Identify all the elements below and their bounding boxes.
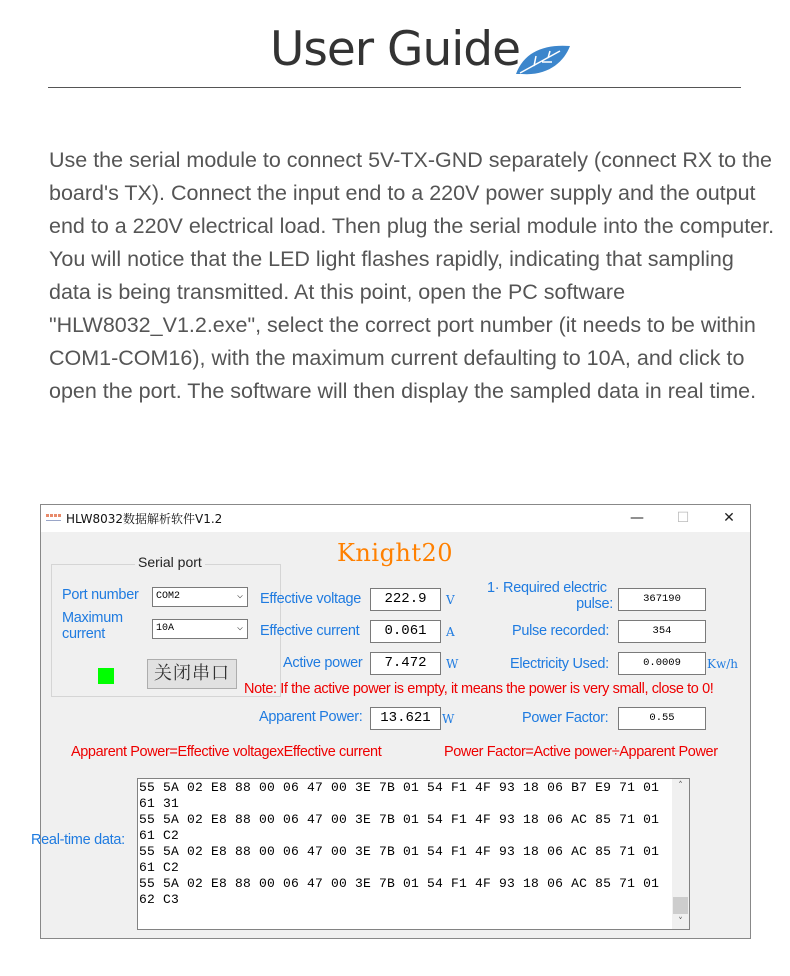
realtime-data-textarea[interactable] [137, 778, 690, 930]
port-number-value: COM2 [156, 591, 181, 602]
title-divider [48, 87, 741, 88]
max-current-label-line2: current [62, 626, 106, 642]
leaf-icon [514, 42, 572, 78]
electricity-unit: Kw/h [707, 657, 739, 671]
active-power-field: 7.472 [370, 652, 441, 675]
realtime-data-line: 62 C3 [139, 892, 180, 907]
realtime-data-line: 61 C2 [139, 860, 180, 875]
power-factor-field: 0.55 [618, 707, 706, 730]
guide-header [0, 22, 790, 77]
app-window [31, 504, 751, 939]
close-port-button[interactable]: 关闭串口 [147, 659, 237, 689]
current-unit: A [446, 625, 455, 639]
max-current-value: 10A [156, 623, 175, 634]
scroll-up-icon[interactable]: ˄ [678, 781, 683, 791]
empty-power-note: Note: If the active power is empty, it means the power is very small, close to 0! [244, 681, 714, 697]
port-number-select[interactable] [152, 587, 248, 607]
scrollbar-thumb[interactable] [673, 897, 688, 914]
chevron-down-icon: ⌵ [236, 623, 243, 634]
max-current-label-line1: Maximum [62, 610, 123, 626]
current-field: 0.061 [370, 620, 441, 643]
chevron-down-icon: ⌵ [236, 591, 243, 602]
pulse-required-label-line2: pulse: [576, 596, 613, 612]
brand-label: Knight20 [337, 539, 454, 567]
realtime-data-line: 61 C2 [139, 828, 180, 843]
electricity-used-field: 0.0009 [618, 652, 706, 675]
window-title: HLW8032数据解析软件V1.2 [66, 512, 223, 526]
apparent-power-unit: W [442, 712, 455, 726]
port-status-led [98, 668, 114, 684]
realtime-data-line: 55 5A 02 E8 88 00 06 47 00 3E 7B 01 54 F1 4F 93 18 06 B7 E9 71 01 [139, 780, 660, 795]
apparent-power-formula: Apparent Power=Effective voltagexEffective current [71, 744, 382, 760]
vertical-scrollbar[interactable] [672, 779, 689, 929]
minimize-button[interactable]: — [630, 510, 644, 526]
realtime-data-text [139, 780, 669, 908]
close-button[interactable]: ✕ [723, 510, 735, 526]
app-logo-icon [46, 512, 62, 524]
maximize-button[interactable]: ☐ [676, 510, 690, 526]
power-factor-label: Power Factor: [522, 710, 609, 726]
voltage-field: 222.9 [370, 588, 441, 611]
page-title: User Guide [269, 22, 521, 77]
current-label: Effective current [260, 623, 360, 639]
voltage-unit: V [446, 593, 455, 607]
realtime-data-line: 55 5A 02 E8 88 00 06 47 00 3E 7B 01 54 F1 4F 93 18 06 AC 85 71 01 [139, 812, 660, 827]
scroll-down-icon[interactable]: ˅ [678, 917, 683, 927]
voltage-label: Effective voltage [260, 591, 362, 607]
pulse-required-label-line1: 1· Required electric [487, 580, 607, 596]
realtime-data-line: 55 5A 02 E8 88 00 06 47 00 3E 7B 01 54 F1 4F 93 18 06 AC 85 71 01 [139, 844, 660, 859]
apparent-power-field: 13.621 [370, 707, 441, 730]
realtime-data-line: 61 31 [139, 796, 180, 811]
realtime-data-line: 55 5A 02 E8 88 00 06 47 00 3E 7B 01 54 F1 4F 93 18 06 AC 85 71 01 [139, 876, 660, 891]
power-factor-formula: Power Factor=Active power÷Apparent Power [444, 744, 718, 760]
active-power-label: Active power [283, 655, 363, 671]
title-bar[interactable] [41, 505, 750, 532]
electricity-used-label: Electricity Used: [510, 656, 609, 672]
apparent-power-label: Apparent Power: [259, 709, 363, 725]
serial-port-group-title: Serial port [135, 554, 205, 570]
max-current-select[interactable] [152, 619, 248, 639]
port-number-label: Port number [62, 587, 139, 603]
realtime-data-label: Real-time data: [31, 832, 125, 848]
guide-paragraph: Use the serial module to connect 5V-TX-GND separately (connect RX to the board's TX). Connect the input end to a 220V power supply and the output end to a 220V electrical load. Then plug the serial module into the computer. You will notice that the LED light flashes rapidly, indicating that sampling data is being transmitted. At this point, open the PC software "HLW8032_V1.2.exe", select the correct port number (it needs to be within COM1-COM16), with the maximum current defaulting to 10A, and click to open the port. The software will then display the sampled data in real time. [49, 148, 775, 403]
pulse-recorded-field: 354 [618, 620, 706, 643]
pulse-required-field: 367190 [618, 588, 706, 611]
active-power-unit: W [446, 657, 459, 671]
pulse-recorded-label: Pulse recorded: [512, 623, 610, 639]
